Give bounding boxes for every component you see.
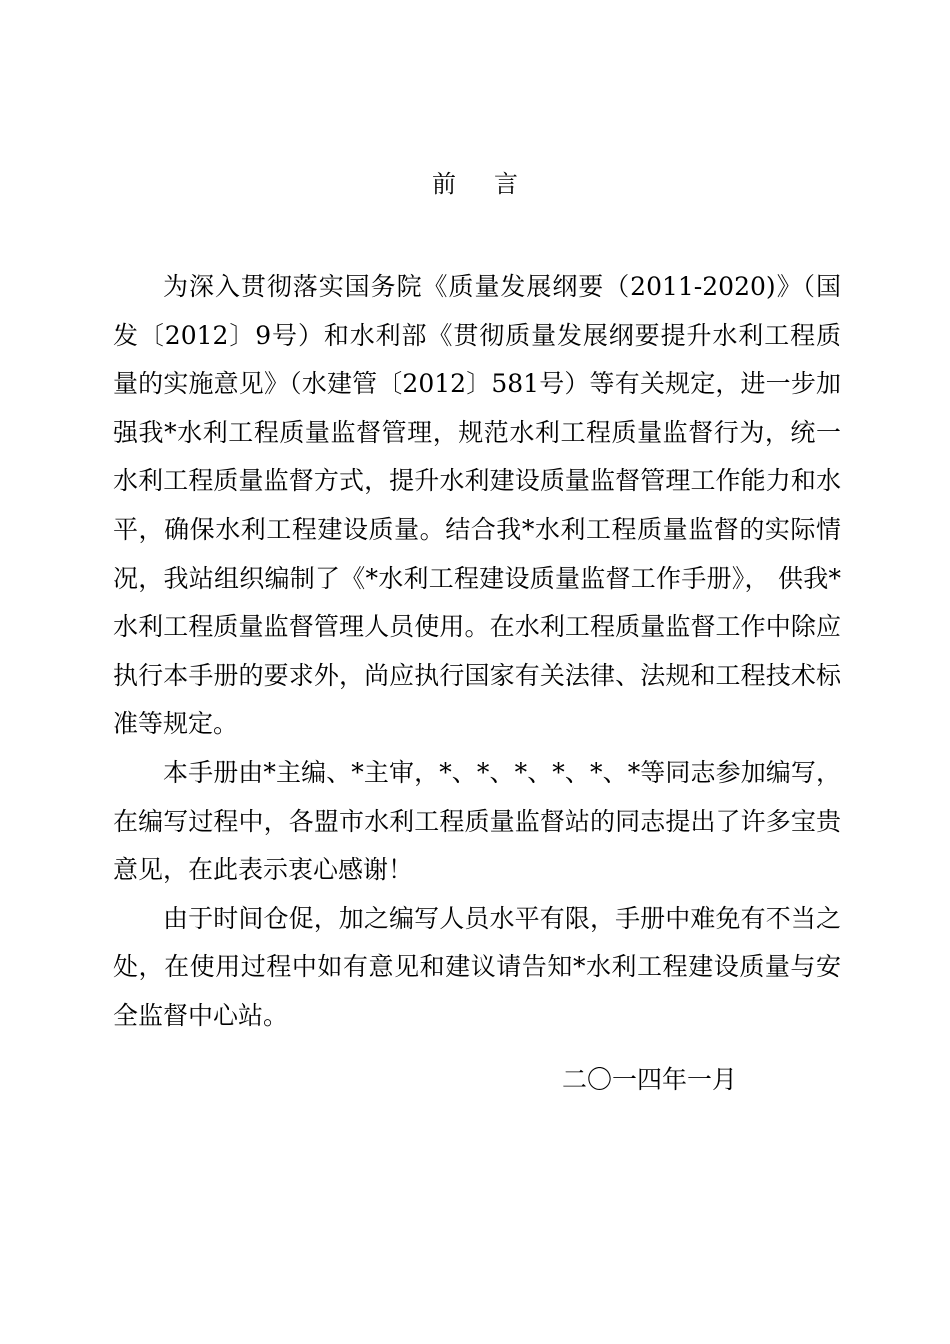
title-char-2: 言	[494, 170, 518, 198]
document-date: 二〇一四年一月	[562, 1065, 738, 1094]
title-char-1: 前	[432, 170, 456, 198]
paragraph-disclaimer: 由于时间仓促，加之编写人员水平有限，手册中难免有不当之处，在使用过程中如有意见和建议请告知*水利工程建设质量与安全监督中心站。	[113, 903, 841, 1030]
paragraph-purpose: 为深入贯彻落实国务院《质量发展纲要（2011-2020)》（国发〔2012〕9号）和水利部《贯彻质量发展纲要提升水利工程质量的实施意见》（水建管〔2012〕581号）等有关规定，进一步加强我*水利工程质量监督管理，规范水利工程质量监督行为，统一水利工程质量监督方式，提升水利建设质量监督管理工作能力和水平，确保水利工程建设质量。结合我*水利工程质量监督的实际情况，我站组织编制了《*水利工程建设质量监督工作手册》， 供我*水利工程质量监督管理人员使用。在水利工程质量监督工作中除应执行本手册的要求外，尚应执行国家有关法律、法规和工程技术标准等规定。	[113, 272, 841, 739]
paragraph-acknowledgements: 本手册由*主编、*主审，*、*、*、*、*、*等同志参加编写，在编写过程中，各盟市水利工程质量监督站的同志提出了许多宝贵意见，在此表示衷心感谢！	[113, 757, 841, 885]
preface-body	[113, 263, 841, 1041]
page-title	[0, 166, 950, 202]
